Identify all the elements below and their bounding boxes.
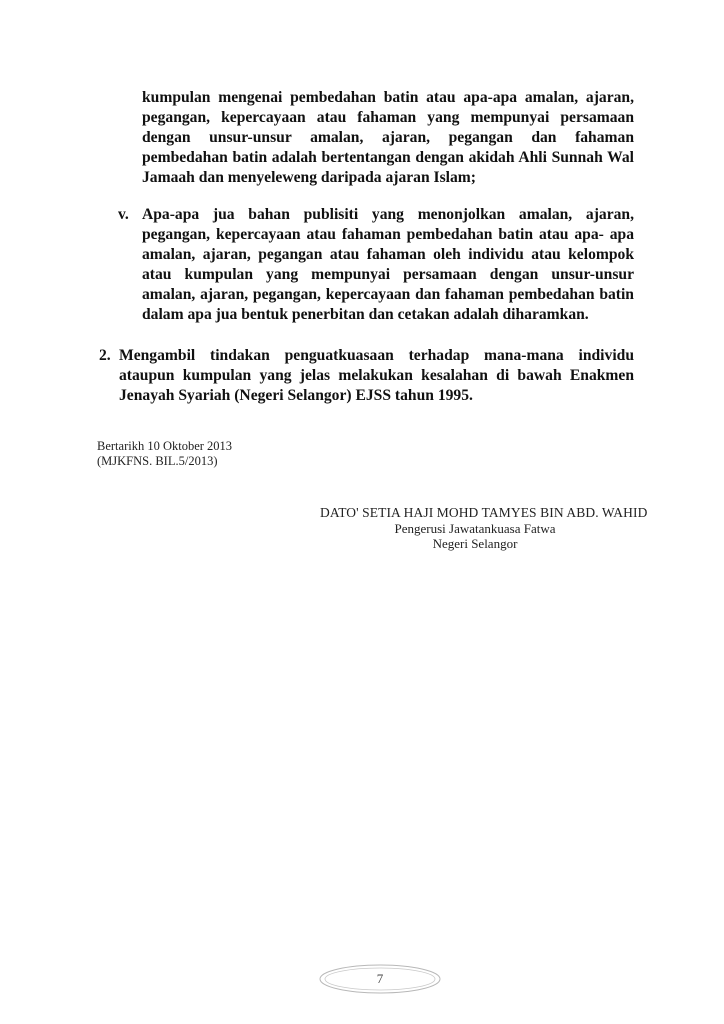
list-marker-2: 2. bbox=[99, 347, 111, 364]
list-item-2-text: Mengambil tindakan penguatkuasaan terhadap mana-mana individu ataupun kumpulan yang jelas melakukan kesalahan di bawah Enakmen Jenayah Syariah (Negeri Selangor) EJSS tahun 1995. bbox=[119, 347, 634, 404]
signatory-state: Negeri Selangor bbox=[432, 536, 518, 551]
list-item-v bbox=[118, 205, 634, 325]
signatory-title: Pengerusi Jawatankuasa Fatwa bbox=[394, 521, 556, 536]
continuation-paragraph bbox=[142, 88, 634, 188]
date-line: Bertarikh 10 Oktober 2013 bbox=[97, 439, 233, 453]
signatory-name: DATO' SETIA HAJI MOHD TAMYES BIN ABD. WAHID bbox=[320, 505, 648, 520]
page-number: 7 bbox=[376, 971, 384, 986]
signature-block bbox=[320, 504, 650, 551]
continuation-text: kumpulan mengenai pembedahan batin atau apa-apa amalan, ajaran, pegangan, kepercayaan atau fahaman yang mempunyai persamaan dengan unsur-unsur amalan, ajaran, pegangan dan fahaman pembedahan batin adalah bertentangan dengan akidah Ahli Sunnah Wal Jamaah dan menyeleweng daripada ajaran Islam; bbox=[142, 89, 634, 186]
list-marker-v: v. bbox=[118, 206, 129, 223]
list-item-2 bbox=[99, 346, 634, 406]
list-item-v-text: Apa-apa jua bahan publisiti yang menonjolkan amalan, ajaran, pegangan, kepercayaan atau fahaman pembedahan batin atau apa- apa amalan, ajaran, pegangan atau fahaman oleh individu atau kelompok atau kumpulan yang mempunyai persamaan dengan unsur-unsur amalan, ajaran, pegangan, kepercayaan dan fahaman pembedahan batin dalam apa jua bentuk penerbitan dan cetakan adalah diharamkan. bbox=[142, 206, 634, 323]
reference-number: (MJKFNS. BIL.5/2013) bbox=[97, 454, 218, 468]
page-footer bbox=[318, 963, 442, 995]
date-block bbox=[97, 439, 232, 469]
